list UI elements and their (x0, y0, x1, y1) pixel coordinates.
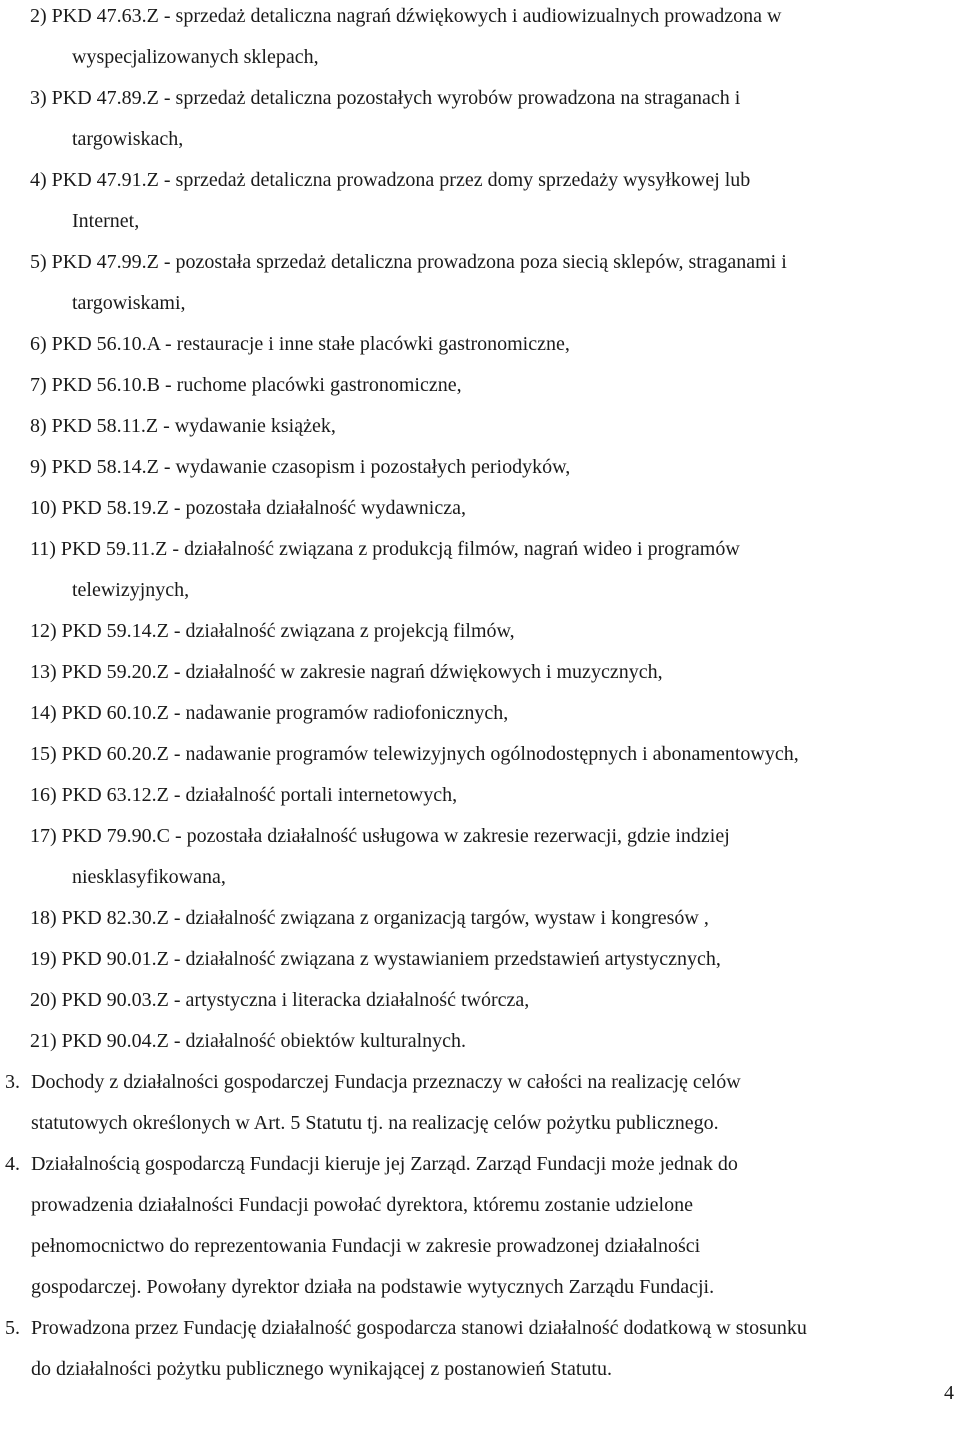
point-4-number: 4. (5, 1153, 20, 1175)
pkd-item-12: 12) PKD 59.14.Z - działalność związana z projekcją filmów, (30, 620, 515, 642)
pkd-item-21: 21) PKD 90.04.Z - działalność obiektów kulturalnych. (30, 1030, 467, 1052)
pkd-item-5: 5) PKD 47.99.Z - pozostała sprzedaż detaliczna prowadzona poza siecią sklepów, straganami i (30, 251, 787, 273)
point-3-line-1: Dochody z działalności gospodarczej Fundacja przeznaczy w całości na realizację celów (31, 1071, 741, 1093)
pkd-item-4-cont: Internet, (72, 210, 140, 232)
pkd-item-7: 7) PKD 56.10.B - ruchome placówki gastronomiczne, (30, 374, 462, 396)
pkd-item-18: 18) PKD 82.30.Z - działalność związana z organizacją targów, wystaw i kongresów , (30, 907, 709, 929)
pkd-item-9: 9) PKD 58.14.Z - wydawanie czasopism i pozostałych periodyków, (30, 456, 571, 478)
pkd-item-3: 3) PKD 47.89.Z - sprzedaż detaliczna pozostałych wyrobów prowadzona na straganach i (30, 87, 741, 109)
pkd-item-5-cont: targowiskami, (72, 292, 186, 314)
pkd-item-6: 6) PKD 56.10.A - restauracje i inne stałe placówki gastronomiczne, (30, 333, 570, 355)
pkd-item-17: 17) PKD 79.90.C - pozostała działalność usługowa w zakresie rezerwacji, gdzie indziej (30, 825, 730, 847)
point-5-line-2: do działalności pożytku publicznego wynikającej z postanowień Statutu. (31, 1358, 612, 1380)
pkd-item-20: 20) PKD 90.03.Z - artystyczna i literacka działalność twórcza, (30, 989, 530, 1011)
point-3-line-2: statutowych określonych w Art. 5 Statutu tj. na realizację celów pożytku publicznego. (31, 1112, 719, 1134)
pkd-item-10: 10) PKD 58.19.Z - pozostała działalność wydawnicza, (30, 497, 466, 519)
pkd-item-17-cont: niesklasyfikowana, (72, 866, 226, 888)
page-number: 4 (944, 1382, 954, 1404)
pkd-item-14: 14) PKD 60.10.Z - nadawanie programów radiofonicznych, (30, 702, 509, 724)
point-5-number: 5. (5, 1317, 20, 1339)
pkd-item-13: 13) PKD 59.20.Z - działalność w zakresie nagrań dźwiękowych i muzycznych, (30, 661, 663, 683)
pkd-item-15: 15) PKD 60.20.Z - nadawanie programów telewizyjnych ogólnodostępnych i abonamentowych, (30, 743, 799, 765)
point-3-number: 3. (5, 1071, 20, 1093)
pkd-item-2-cont: wyspecjalizowanych sklepach, (72, 46, 319, 68)
point-5-line-1: Prowadzona przez Fundację działalność gospodarcza stanowi działalność dodatkową w stosunku (31, 1317, 807, 1339)
pkd-item-11: 11) PKD 59.11.Z - działalność związana z produkcją filmów, nagrań wideo i programów (30, 538, 740, 560)
pkd-item-19: 19) PKD 90.01.Z - działalność związana z wystawianiem przedstawień artystycznych, (30, 948, 721, 970)
pkd-item-11-cont: telewizyjnych, (72, 579, 190, 601)
point-4-line-4: gospodarczej. Powołany dyrektor działa na podstawie wytycznych Zarządu Fundacji. (31, 1276, 715, 1298)
pkd-item-4: 4) PKD 47.91.Z - sprzedaż detaliczna prowadzona przez domy sprzedaży wysyłkowej lub (30, 169, 751, 191)
pkd-item-2: 2) PKD 47.63.Z - sprzedaż detaliczna nagrań dźwiękowych i audiowizualnych prowadzona w (30, 5, 782, 27)
point-4-line-3: pełnomocnictwo do reprezentowania Fundacji w zakresie prowadzonej działalności (31, 1235, 701, 1257)
point-4-line-1: Działalnością gospodarczą Fundacji kieruje jej Zarząd. Zarząd Fundacji może jednak do (31, 1153, 738, 1175)
pkd-item-3-cont: targowiskach, (72, 128, 184, 150)
point-4-line-2: prowadzenia działalności Fundacji powołać dyrektora, któremu zostanie udzielone (31, 1194, 693, 1216)
pkd-item-16: 16) PKD 63.12.Z - działalność portali internetowych, (30, 784, 458, 806)
pkd-item-8: 8) PKD 58.11.Z - wydawanie książek, (30, 415, 336, 437)
